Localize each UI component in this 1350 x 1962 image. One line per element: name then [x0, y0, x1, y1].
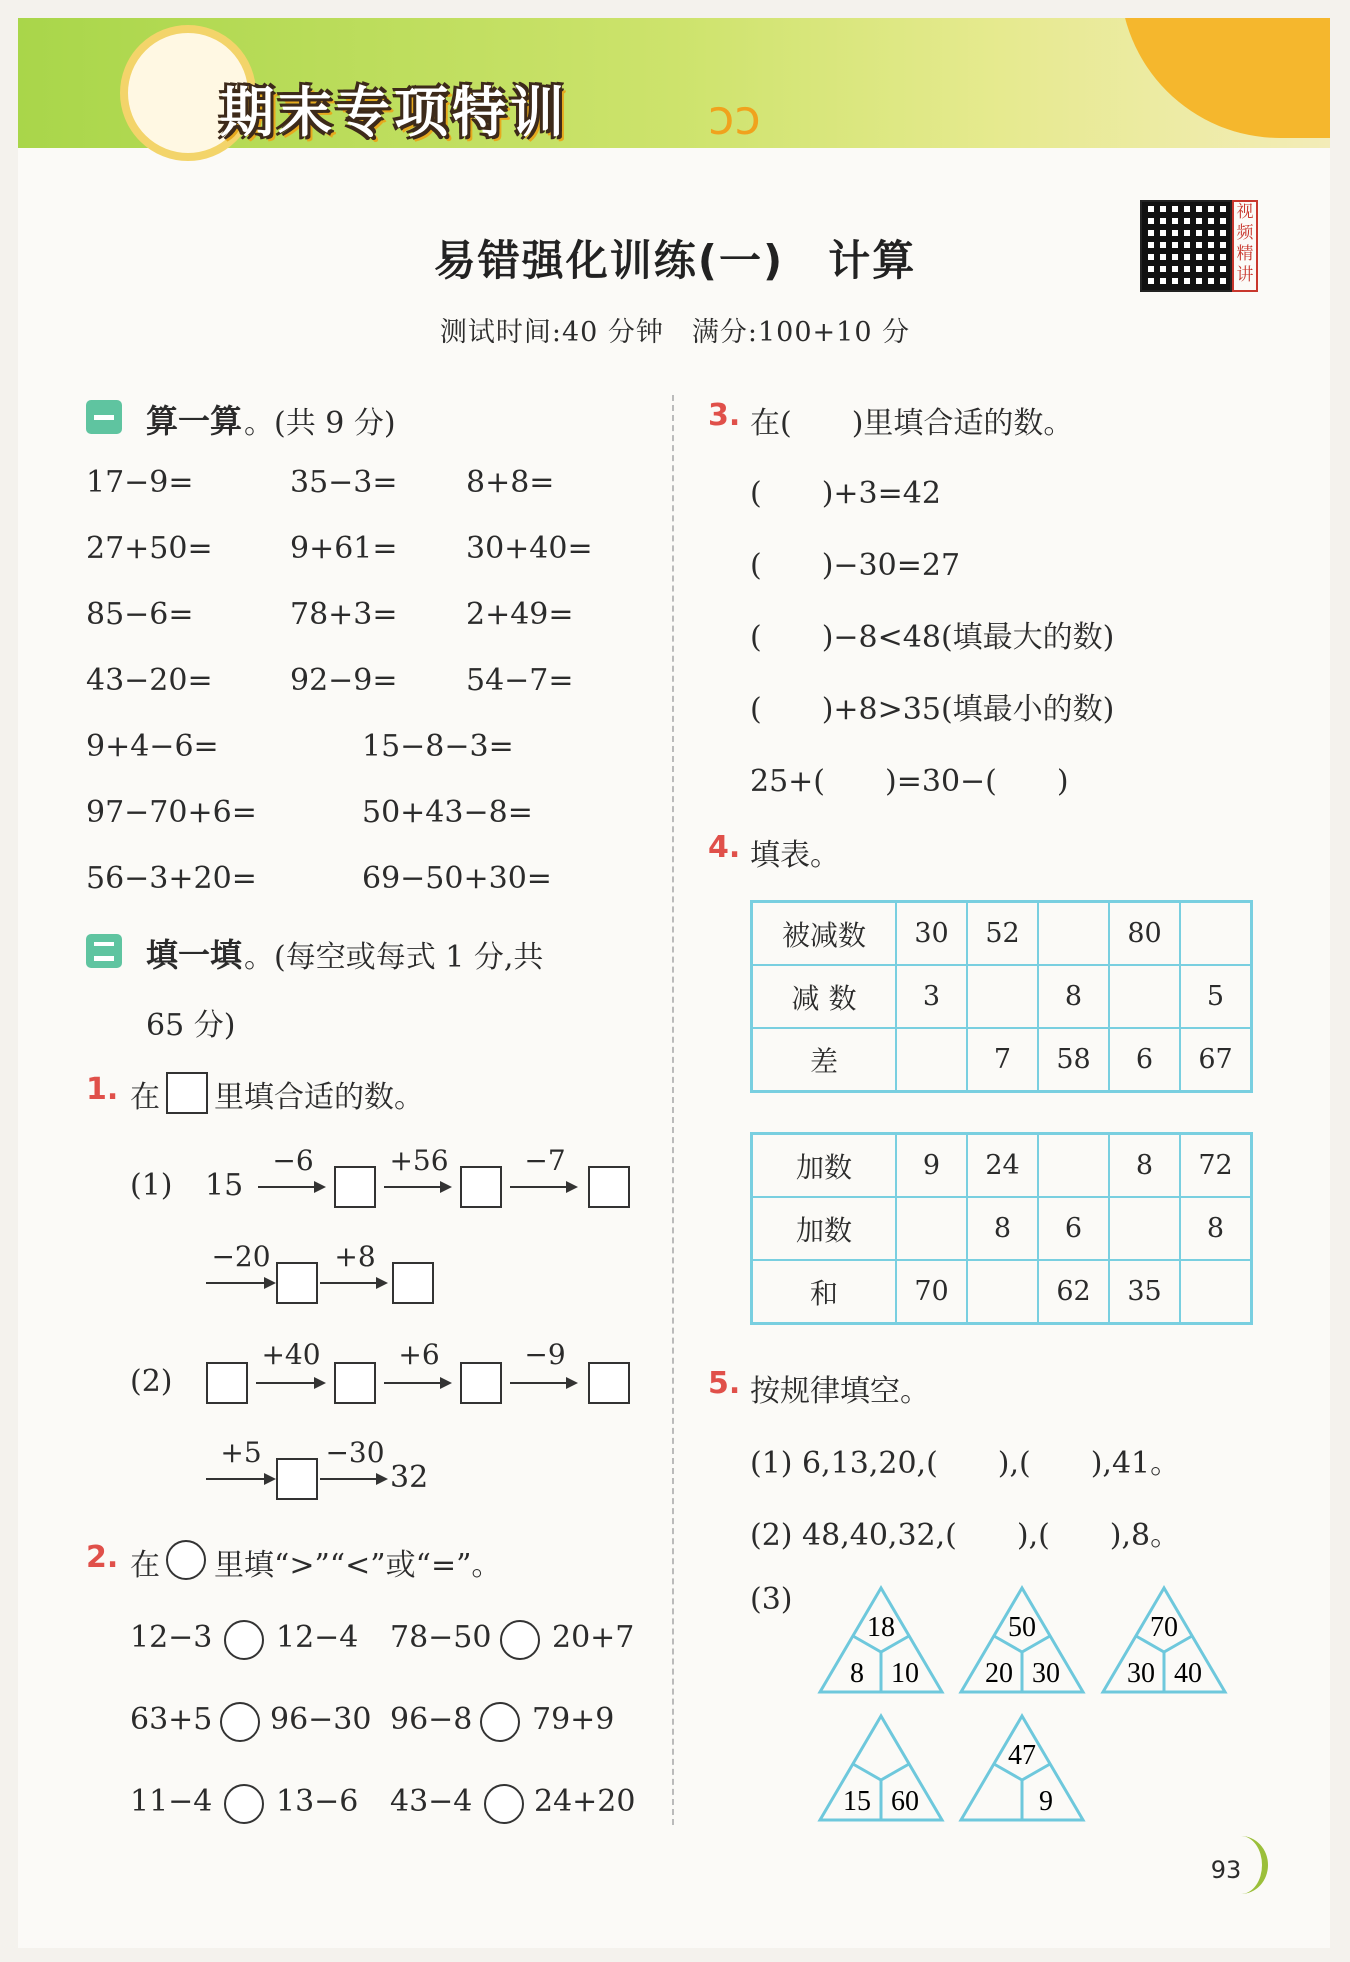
page-subtitle: 测试时间:40 分钟 满分:100+10 分: [439, 317, 911, 348]
q1-prompt-start: 在: [130, 1080, 160, 1115]
compare-left: 11−4: [130, 1784, 213, 1819]
page-number: 93: [1210, 1856, 1242, 1884]
table-cell: 80: [1109, 902, 1180, 966]
table-cell: 24: [967, 1134, 1038, 1198]
calc-item: 43−20=: [86, 663, 213, 698]
op-label: +40: [261, 1338, 321, 1371]
triangle-right-value: 40: [1174, 1658, 1202, 1689]
op-label: −6: [272, 1144, 314, 1177]
calc-item: 2+49=: [466, 597, 574, 632]
calc-item: 17−9=: [86, 465, 194, 500]
q5-number: 5.: [708, 1366, 741, 1401]
table-cell: 6: [1109, 1028, 1180, 1092]
table-header-cell: 减 数: [752, 965, 897, 1028]
table-cell: 5: [1180, 965, 1252, 1028]
q1-prompt-end: 里填合适的数。: [214, 1080, 424, 1115]
q1-part2-end: 32: [390, 1460, 429, 1495]
op-label: +6: [398, 1338, 440, 1371]
section-one-points: 。(共 9 分): [244, 406, 396, 441]
triangle-top-value: 70: [1150, 1612, 1178, 1643]
table-cell: 72: [1180, 1134, 1252, 1198]
triangle-5[interactable]: [961, 1716, 1083, 1820]
table-header-cell: 差: [752, 1028, 897, 1092]
calc-item: 92−9=: [290, 663, 398, 698]
triangle-4[interactable]: [820, 1716, 942, 1820]
triangle-left-value: 20: [985, 1658, 1013, 1689]
table-cell: 8: [967, 1197, 1038, 1260]
op-label: −9: [524, 1338, 566, 1371]
calc-item: 8+8=: [466, 465, 555, 500]
q3-item[interactable]: ( )+3=42: [750, 476, 941, 511]
q5-part3-label: (3): [750, 1582, 793, 1617]
banner-title: 期末专项特训: [220, 81, 568, 144]
triangle-1: [820, 1588, 942, 1692]
triangle-left-value: 15: [843, 1786, 871, 1817]
calc-item: 85−6=: [86, 597, 194, 632]
triangle-3: [1103, 1588, 1225, 1692]
q4-prompt: 填表。: [750, 838, 840, 873]
q3-prompt: 在( )里填合适的数。: [750, 406, 1074, 441]
compare-right: 79+9: [532, 1702, 615, 1737]
q5-part1[interactable]: (1) 6,13,20,( ),( ),41。: [750, 1446, 1181, 1481]
compare-right: 24+20: [534, 1784, 636, 1819]
calc-item: 9+61=: [290, 531, 398, 566]
q3-item[interactable]: 25+( )=30−( ): [750, 764, 1069, 799]
op-label: −30: [325, 1436, 385, 1469]
table-cell: 7: [967, 1028, 1038, 1092]
q1-number: 1.: [86, 1072, 119, 1107]
calc-item: 15−8−3=: [362, 729, 514, 764]
calc-item: 27+50=: [86, 531, 213, 566]
compare-left: 43−4: [390, 1784, 473, 1819]
compare-left: 96−8: [390, 1702, 473, 1737]
q1-part2-label: (2): [130, 1364, 173, 1399]
q2-prompt-end: 里填“>”“<”或“=”。: [214, 1548, 502, 1583]
triangle-left-value: 8: [850, 1658, 864, 1689]
compare-right: 12−4: [276, 1620, 359, 1655]
calc-item: 35−3=: [290, 465, 398, 500]
q2-number: 2.: [86, 1540, 119, 1575]
section-two-points-cont: 65 分): [146, 1008, 236, 1043]
q3-item[interactable]: ( )−8<48(填最大的数): [750, 620, 1115, 655]
calc-item: 50+43−8=: [362, 795, 533, 830]
section-two-title: 填一填: [146, 936, 243, 974]
triangle-top-value: 47: [1008, 1740, 1036, 1771]
op-label: +56: [389, 1144, 449, 1177]
calc-item: 69−50+30=: [362, 861, 552, 896]
calc-item: 30+40=: [466, 531, 593, 566]
page-title: 易错强化训练(一) 计算: [433, 236, 917, 285]
compare-left: 78−50: [390, 1620, 492, 1655]
q3-item[interactable]: ( )−30=27: [750, 548, 961, 583]
compare-right: 20+7: [552, 1620, 635, 1655]
table-cell: 62: [1038, 1260, 1109, 1324]
triangle-top-value: 50: [1008, 1612, 1036, 1643]
compare-left: 63+5: [130, 1702, 213, 1737]
triangle-top-value: 18: [867, 1612, 895, 1643]
calc-item: 54−7=: [466, 663, 574, 698]
calc-item: 9+4−6=: [86, 729, 219, 764]
table-header-cell: 加数: [752, 1134, 897, 1198]
triangle-2: [961, 1588, 1083, 1692]
calc-item: 97−70+6=: [86, 795, 257, 830]
calc-item: 56−3+20=: [86, 861, 257, 896]
triangle-right-value: 30: [1032, 1658, 1060, 1689]
table-header-cell: 加数: [752, 1197, 897, 1260]
table-cell: 3: [896, 965, 967, 1028]
table-cell: 8: [1109, 1134, 1180, 1198]
compare-right: 96−30: [270, 1702, 372, 1737]
op-label: +8: [334, 1240, 376, 1273]
table-cell: 52: [967, 902, 1038, 966]
table-header-cell: 和: [752, 1260, 897, 1324]
compare-left: 12−3: [130, 1620, 213, 1655]
table-cell: 9: [896, 1134, 967, 1198]
table-cell: 6: [1038, 1197, 1109, 1260]
op-label: −20: [211, 1240, 271, 1273]
triangle-right-value: 10: [891, 1658, 919, 1689]
triangle-right-value: 9: [1039, 1786, 1053, 1817]
q5-part2[interactable]: (2) 48,40,32,( ),( ),8。: [750, 1518, 1181, 1553]
qr-label: 视频精讲: [1232, 200, 1258, 292]
table-header-cell: 被减数: [752, 902, 897, 966]
q3-number: 3.: [708, 398, 741, 433]
section-one-title: 算一算: [146, 402, 243, 440]
table-cell: 70: [896, 1260, 967, 1324]
table-cell: 8: [1180, 1197, 1252, 1260]
table-cell: 30: [896, 902, 967, 966]
op-label: −7: [524, 1144, 566, 1177]
table-cell: 58: [1038, 1028, 1109, 1092]
q2-prompt-start: 在: [130, 1548, 160, 1583]
triangle-right-value: 60: [891, 1786, 919, 1817]
section-two-points: 。(每空或每式 1 分,共: [244, 940, 544, 975]
table-cell: 8: [1038, 965, 1109, 1028]
swirl-icon: ↄↄ: [708, 90, 761, 146]
q5-prompt: 按规律填空。: [750, 1374, 930, 1409]
op-label: +5: [220, 1436, 262, 1469]
q1-part1-label: (1): [130, 1168, 173, 1203]
triangle-left-value: 30: [1127, 1658, 1155, 1689]
q4-number: 4.: [708, 830, 741, 865]
table-cell: 35: [1109, 1260, 1180, 1324]
q3-item[interactable]: ( )+8>35(填最小的数): [750, 692, 1115, 727]
q1-part1-start: 15: [205, 1168, 244, 1203]
compare-right: 13−6: [276, 1784, 359, 1819]
calc-item: 78+3=: [290, 597, 398, 632]
table-cell: 67: [1180, 1028, 1252, 1092]
